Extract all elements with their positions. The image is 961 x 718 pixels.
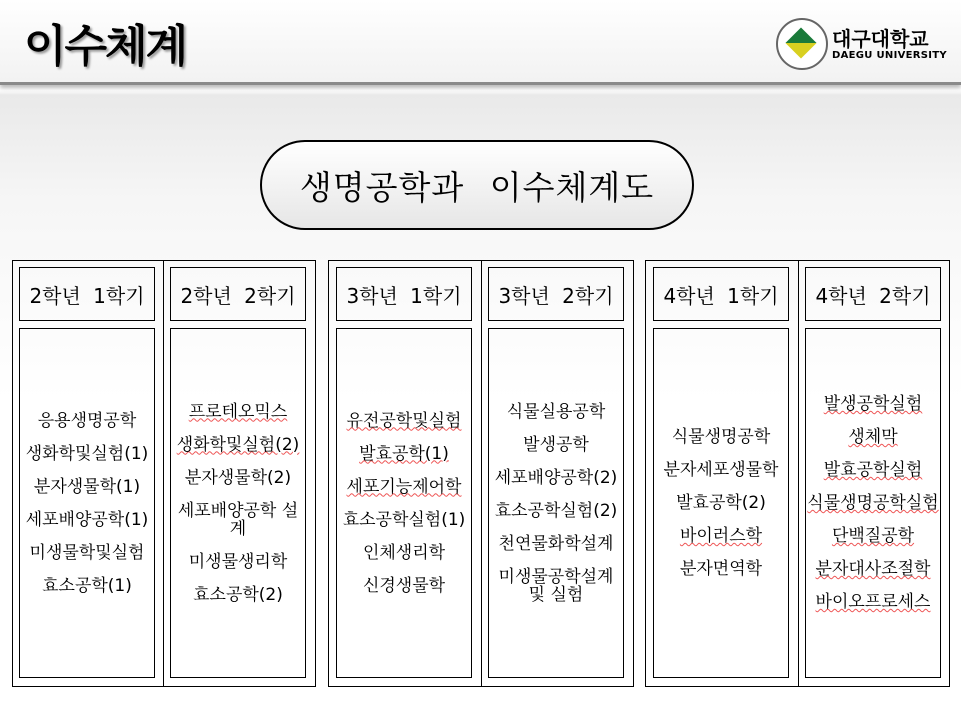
course-list [336,328,472,678]
course-item: 효소공학실험(1) [342,509,466,530]
slide-header [0,0,961,85]
course-item: 분자대사조절학 [815,559,931,579]
course-item: 천연물화학설계 [498,533,614,554]
semester-header: 3학년 2학기 [488,267,624,321]
course-item: 바이오프로세스 [815,592,931,612]
course-item: 세포배양공학 설계 [177,500,299,539]
course-item: 미생물생리학 [188,551,288,572]
semester-header: 2학년 2학기 [170,267,306,321]
course-item: 신경생물학 [362,575,446,596]
year-group [645,260,950,687]
column-divider [163,261,164,686]
course-item: 미생물학및실험 [29,542,145,563]
course-item: 생화학및실험(1) [25,443,149,464]
course-item: 효소공학(1) [42,575,132,596]
slide-title: 이수체계 [24,21,187,72]
column-divider [481,261,482,686]
course-item: 발효공학실험 [823,460,923,480]
course-item: 식물실용공학 [506,401,606,422]
course-item: 분자생물학(1) [33,476,141,497]
semester-header: 4학년 1학기 [653,267,789,321]
logo-korean-text: 대구대학교 [832,26,929,51]
semester-header: 2학년 1학기 [19,267,155,321]
course-item: 미생물공학설계 및 실험 [498,566,614,605]
course-item: 식물생명공학 [671,427,771,447]
university-emblem-icon [776,18,828,70]
year-group [12,260,316,687]
course-list [653,328,789,678]
course-item: 효소공학(2) [193,584,283,605]
course-item: 단백질공학 [831,526,915,546]
course-item: 프로테오믹스 [188,401,288,422]
course-item: 생체막 [848,427,898,447]
course-item: 발생공학실험 [823,394,923,414]
course-item: 생화학및실험(2) [176,434,300,455]
year-group [328,260,634,687]
course-item: 응용생명공학 [37,410,137,431]
course-list [805,328,941,678]
course-item: 분자면역학 [679,559,763,579]
course-item: 유전공학및실험 [346,410,462,431]
course-item: 분자생물학(2) [184,467,292,488]
course-item: 분자세포생물학 [663,460,779,480]
course-item: 인체생리학 [362,542,446,563]
course-list [488,328,624,678]
diagram-title: 생명공학과 이수체계도 [260,140,694,230]
course-item: 발효공학(2) [676,493,766,513]
course-item: 식물생명공학실험 [807,493,939,513]
logo-english-text: DAEGU UNIVERSITY [832,49,947,61]
university-logo [776,18,947,70]
semester-header: 3학년 1학기 [336,267,472,321]
course-item: 발생공학 [523,434,589,455]
course-item: 세포기능제어학 [346,476,462,497]
course-list [19,328,155,678]
course-item: 효소공학실험(2) [494,500,618,521]
course-item: 발효공학(1) [359,443,449,464]
semester-header: 4학년 2학기 [805,267,941,321]
course-item: 세포배양공학(1) [25,509,149,530]
course-list [170,328,306,678]
course-item: 세포배양공학(2) [494,467,618,488]
course-item: 바이러스학 [679,526,763,546]
column-divider [798,261,799,686]
